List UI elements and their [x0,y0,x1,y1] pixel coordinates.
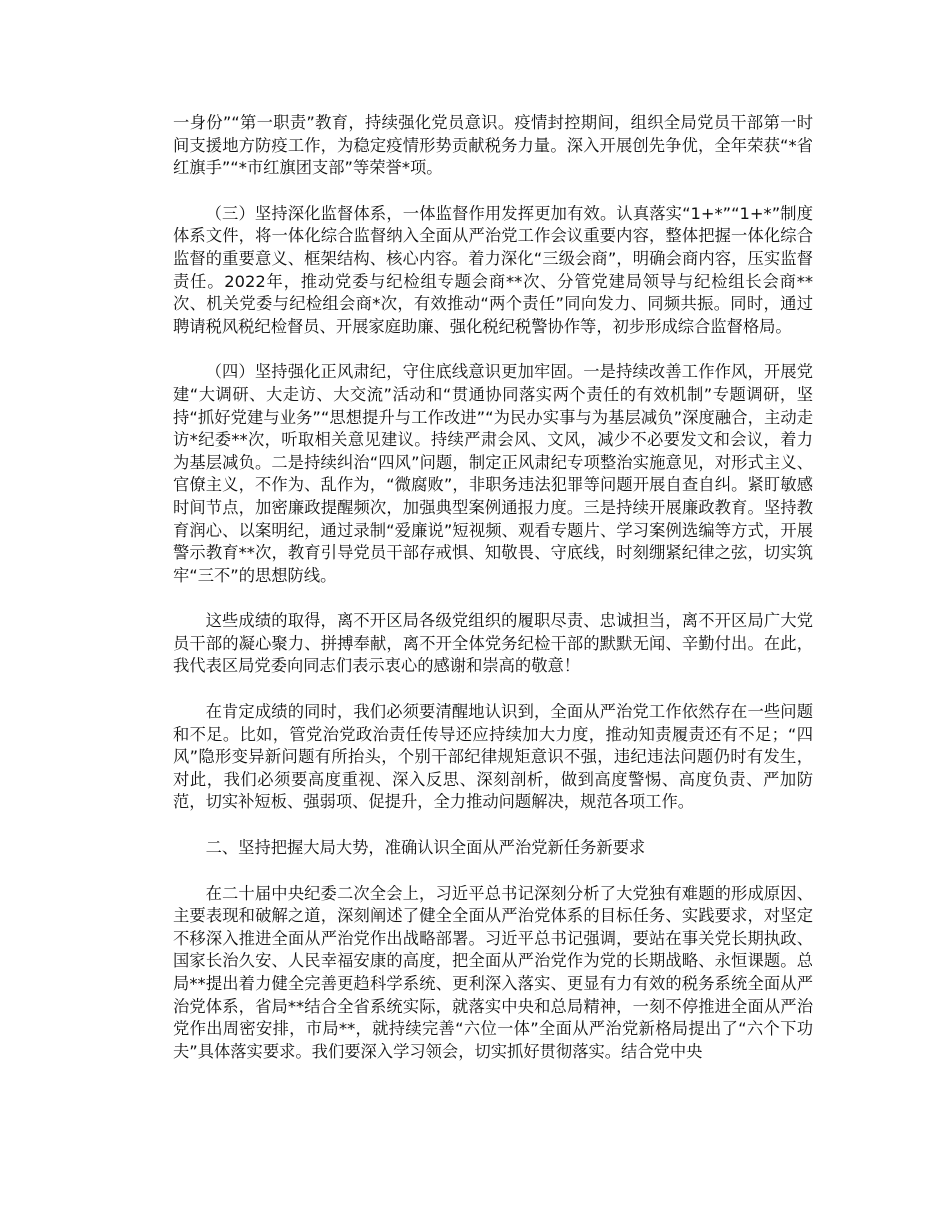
paragraph-central-plenary: 在二十届中央纪委二次全会上，习近平总书记深刻分析了大党独有难题的形成原因、主要表现和破解之道，深刻阐述了健全全面从严治党体系的目标任务、实践要求，对坚定不移深入推进全面从严治党作出战略部署。习近平总书记强调，要站在事关党长期执政、国家长治久安、人民幸福安康的高度，把全面从严治党作为党的长期战略、永恒课题。总局**提出着力健全完善更趋科学系统、更利深入落实、更显有力有效的税务系统全面从严治党体系，省局**结合全省系统实际，就落实中央和总局精神，一刻不停推进全面从严治党作出周密安排，市局**，就持续完善“六位一体”全面从严治党新格局提出了“六个下功夫”具体落实要求。我们要深入学习领会，切实抓好贯彻落实。结合党中央 [173,883,813,1061]
paragraph-supervision-system: （三）坚持深化监督体系，一体监督作用发挥更加有效。认真落实“1+*”“1+*”制度体系文件，将一体化综合监督纳入全面从严治党工作会议重要内容，整体把握一体化综合监督的重要意义、框架结构、核心内容。着力深化“三级会商”，明确会商内容，压实监督责任。2022年，推动党委与纪检组专题会商**次、分管党建局领导与纪检组长会商**次、机关党委与纪检组会商*次，有效推动“两个责任”同向发力、同频共振。同时，通过聘请税风税纪检督员、开展家庭助廉、强化税纪税警协作等，初步形成综合监督格局。 [173,203,813,336]
paragraph-achievements-thanks: 这些成绩的取得，离不开区局各级党组织的履职尽责、忠诚担当，离不开区局广大党员干部的凝心聚力、拼搏奉献，离不开全体党务纪检干部的默默无闻、辛勤付出。在此，我代表区局党委向同志们表示衷心的感谢和崇高的敬意！ [173,611,813,676]
paragraph-discipline: （四）坚持强化正风肃纪，守住底线意识更加牢固。一是持续改善工作作风，开展党建“大调研、大走访、大交流”活动和“贯通协同落实两个责任的有效机制”专题调研，坚持“抓好党建与业务”“思想提升与工作改进”“为民办实事与为基层减负”深度融合，主动走访*纪委**次，听取相关意见建议。持续严肃会风、文风，减少不必要发文和会议，着力为基层减负。二是持续纠治“四风”问题，制定正风肃纪专项整治实施意见，对形式主义、官僚主义，不作为、乱作为，“微腐败”，非职务违法犯罪等问题开展自查自纠。紧盯敏感时间节点，加密廉政提醒频次，加强典型案例通报力度。三是持续开展廉政教育。坚持教育润心、以案明纪，通过录制“爱廉说”短视频、观看专题片、学习案例选编等方式，开展警示教育**次，教育引导党员干部存戒惧、知敬畏、守底线，时刻绷紧纪律之弦，切实筑牢“三不”的思想防线。 [173,362,813,585]
section-heading: 二、坚持把握大局大势，准确认识全面从严治党新任务新要求 [205,838,646,858]
paragraph-continued: 一身份”“第一职责”教育，持续强化党员意识。疫情封控期间，组织全局党员干部第一时间支援地方防疫工作，为稳定疫情形势贡献税务力量。深入开展创先争优，全年荣获“*省红旗手”“*市红旗团支部”等荣誉*项。 [173,113,813,178]
paragraph-problems: 在肯定成绩的同时，我们必须要清醒地认识到，全面从严治党工作依然存在一些问题和不足。比如，管党治党政治责任传导还应持续加大力度，推动知责履责还有不足；“四风”隐形变异新问题有所抬头，个别干部纪律规矩意识不强，违纪违法问题仍时有发生，对此，我们必须要高度重视、深入反思、深刻剖析，做到高度警惕、高度负责、严加防范，切实补短板、强弱项、促提升，全力推动问题解决，规范各项工作。 [173,702,813,812]
document-page [173,112,813,1086]
